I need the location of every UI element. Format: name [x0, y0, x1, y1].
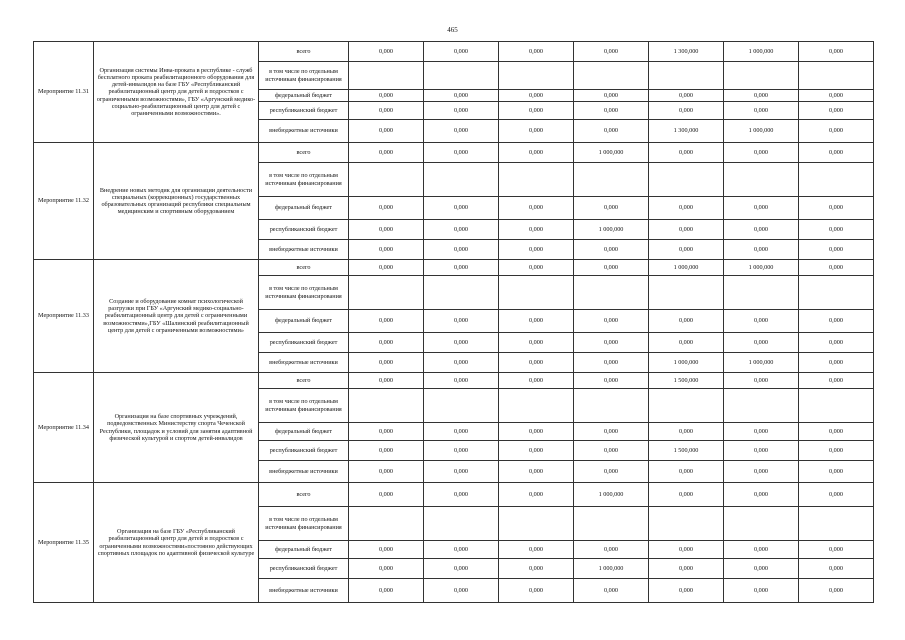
amount-cell [649, 276, 724, 310]
amount-cell: 0,000 [649, 197, 724, 220]
amount-cell: 0,000 [799, 579, 874, 603]
amount-cell: 0,000 [649, 541, 724, 559]
amount-cell: 0,000 [424, 120, 499, 143]
amount-cell: 0,000 [574, 333, 649, 353]
amount-cell: 0,000 [499, 373, 574, 389]
amount-cell: 0,000 [424, 260, 499, 276]
amount-cell: 0,000 [724, 240, 799, 260]
amount-cell: 1 300,000 [649, 120, 724, 143]
amount-cell: 1 000,000 [649, 353, 724, 373]
amount-cell [424, 163, 499, 197]
amount-cell: 0,000 [724, 310, 799, 333]
amount-cell: 0,000 [574, 102, 649, 120]
amount-cell [574, 163, 649, 197]
funding-source: внебюджетные источники [259, 579, 349, 603]
amount-cell [424, 62, 499, 90]
amount-cell: 0,000 [649, 220, 724, 240]
amount-cell: 0,000 [424, 143, 499, 163]
amount-cell: 0,000 [349, 541, 424, 559]
amount-cell: 0,000 [349, 102, 424, 120]
amount-cell: 0,000 [649, 559, 724, 579]
event-code: Мероприятие 11.33 [34, 260, 94, 373]
amount-cell: 0,000 [574, 373, 649, 389]
amount-cell: 0,000 [724, 541, 799, 559]
amount-cell: 0,000 [499, 102, 574, 120]
amount-cell: 0,000 [349, 373, 424, 389]
amount-cell [499, 163, 574, 197]
amount-cell: 0,000 [499, 483, 574, 507]
amount-cell: 0,000 [799, 42, 874, 62]
amount-cell [349, 163, 424, 197]
amount-cell: 0,000 [424, 197, 499, 220]
amount-cell: 1 000,000 [724, 42, 799, 62]
amount-cell: 0,000 [424, 353, 499, 373]
amount-cell [649, 389, 724, 423]
amount-cell: 0,000 [424, 220, 499, 240]
event-code: Мероприятие 11.31 [34, 42, 94, 143]
amount-cell: 0,000 [424, 240, 499, 260]
amount-cell: 0,000 [574, 197, 649, 220]
amount-cell: 0,000 [799, 220, 874, 240]
event-description: Создание и оборудование комнат психологической разгрузки при ГБУ «Аргунский медико-социально-реабилитационный центр для детей с ограниченными возможностями»,ГБУ «Шалинский реабилитационный центр для детей с ограниченными возможностями» [94, 260, 259, 373]
amount-cell [349, 507, 424, 541]
amount-cell: 0,000 [349, 260, 424, 276]
amount-cell: 0,000 [649, 310, 724, 333]
funding-source: республиканский бюджет [259, 102, 349, 120]
amount-cell: 0,000 [649, 423, 724, 441]
amount-cell [349, 276, 424, 310]
amount-cell [649, 507, 724, 541]
funding-source: в том числе по отдельным источникам финансирования [259, 389, 349, 423]
funding-source: внебюджетные источники [259, 461, 349, 483]
amount-cell: 0,000 [424, 461, 499, 483]
amount-cell: 0,000 [649, 102, 724, 120]
funding-source: республиканский бюджет [259, 559, 349, 579]
event-code: Мероприятие 11.32 [34, 143, 94, 260]
amount-cell: 0,000 [424, 441, 499, 461]
amount-cell: 0,000 [574, 90, 649, 102]
amount-cell [649, 62, 724, 90]
amount-cell: 0,000 [799, 120, 874, 143]
funding-source: республиканский бюджет [259, 441, 349, 461]
funding-source: всего [259, 260, 349, 276]
amount-cell: 0,000 [649, 483, 724, 507]
amount-cell: 0,000 [799, 461, 874, 483]
funding-source: федеральный бюджет [259, 423, 349, 441]
amount-cell: 0,000 [724, 220, 799, 240]
funding-source: внебюджетные источники [259, 353, 349, 373]
amount-cell: 0,000 [499, 461, 574, 483]
amount-cell [424, 507, 499, 541]
amount-cell: 0,000 [574, 353, 649, 373]
budget-table [33, 41, 874, 603]
amount-cell: 0,000 [799, 90, 874, 102]
amount-cell: 0,000 [574, 441, 649, 461]
funding-source: республиканский бюджет [259, 220, 349, 240]
amount-cell: 0,000 [349, 483, 424, 507]
amount-cell: 0,000 [499, 559, 574, 579]
amount-cell: 1 300,000 [649, 42, 724, 62]
amount-cell: 0,000 [724, 333, 799, 353]
funding-source: всего [259, 373, 349, 389]
funding-source: федеральный бюджет [259, 310, 349, 333]
funding-source: всего [259, 42, 349, 62]
amount-cell [499, 62, 574, 90]
amount-cell: 0,000 [799, 310, 874, 333]
amount-cell: 0,000 [424, 102, 499, 120]
amount-cell [574, 389, 649, 423]
amount-cell: 0,000 [499, 240, 574, 260]
amount-cell [724, 62, 799, 90]
amount-cell: 0,000 [799, 441, 874, 461]
amount-cell: 0,000 [799, 102, 874, 120]
amount-cell [799, 389, 874, 423]
event-description: Организация на базе спортивных учреждений, подведомственных Министерству спорта Чеченской Республики, площадок и условий для занятия адаптивной физической культурой и спортом детей-инвалидов [94, 373, 259, 483]
amount-cell: 0,000 [724, 441, 799, 461]
funding-source: всего [259, 143, 349, 163]
funding-source: в том числе по отдельным источникам финансирования [259, 507, 349, 541]
funding-source: федеральный бюджет [259, 197, 349, 220]
event-description: Организация на базе ГБУ «Республиканский реабилитационный центр для детей и подростков с ограниченными возможностями»постоянно действующих спортивных площадок по адаптивной физической культуре [94, 483, 259, 603]
funding-source: всего [259, 483, 349, 507]
amount-cell: 0,000 [424, 373, 499, 389]
amount-cell: 0,000 [499, 197, 574, 220]
funding-source: внебюджетные источники [259, 240, 349, 260]
amount-cell: 0,000 [649, 240, 724, 260]
amount-cell [574, 507, 649, 541]
amount-cell: 0,000 [424, 42, 499, 62]
amount-cell: 0,000 [574, 461, 649, 483]
amount-cell [574, 276, 649, 310]
event-description: Организация системы Инва-проката в республике - служб бесплатного проката реабилитационного оборудования для детей-инвалидов на базе ГБУ «Республиканский реабилитационный центр для детей и подростков с ограниченными возможностями», ГБУ «Аргунский медико-социально-реабилитационный центр для детей с ограниченными возможностями». [94, 42, 259, 143]
amount-cell [499, 389, 574, 423]
amount-cell [724, 276, 799, 310]
amount-cell: 0,000 [424, 579, 499, 603]
amount-cell [424, 276, 499, 310]
amount-cell: 0,000 [649, 143, 724, 163]
amount-cell: 1 000,000 [724, 353, 799, 373]
amount-cell: 0,000 [349, 423, 424, 441]
amount-cell: 0,000 [349, 90, 424, 102]
amount-cell: 1 000,000 [724, 260, 799, 276]
amount-cell: 0,000 [424, 541, 499, 559]
amount-cell: 0,000 [649, 579, 724, 603]
amount-cell: 1 000,000 [649, 260, 724, 276]
amount-cell: 0,000 [799, 333, 874, 353]
amount-cell [799, 163, 874, 197]
amount-cell: 0,000 [499, 423, 574, 441]
amount-cell [724, 163, 799, 197]
amount-cell: 0,000 [724, 143, 799, 163]
amount-cell [724, 507, 799, 541]
amount-cell: 1 000,000 [574, 143, 649, 163]
amount-cell: 0,000 [799, 353, 874, 373]
table-row [34, 143, 874, 163]
amount-cell: 0,000 [499, 120, 574, 143]
amount-cell: 0,000 [499, 310, 574, 333]
amount-cell: 0,000 [799, 423, 874, 441]
page-number: 465 [447, 26, 458, 34]
table-row [34, 483, 874, 507]
table-row [34, 42, 874, 62]
amount-cell: 0,000 [724, 373, 799, 389]
amount-cell: 0,000 [724, 102, 799, 120]
funding-source: федеральный бюджет [259, 90, 349, 102]
amount-cell: 0,000 [499, 260, 574, 276]
amount-cell: 0,000 [424, 423, 499, 441]
amount-cell: 1 000,000 [574, 559, 649, 579]
amount-cell: 0,000 [799, 541, 874, 559]
amount-cell: 0,000 [649, 90, 724, 102]
event-code: Мероприятие 11.34 [34, 373, 94, 483]
event-code: Мероприятие 11.35 [34, 483, 94, 603]
amount-cell: 0,000 [799, 483, 874, 507]
amount-cell: 0,000 [799, 143, 874, 163]
amount-cell [724, 389, 799, 423]
amount-cell: 0,000 [499, 579, 574, 603]
amount-cell [499, 507, 574, 541]
amount-cell: 0,000 [424, 333, 499, 353]
amount-cell: 0,000 [574, 120, 649, 143]
amount-cell: 0,000 [799, 240, 874, 260]
amount-cell: 0,000 [349, 461, 424, 483]
amount-cell: 0,000 [349, 333, 424, 353]
amount-cell: 0,000 [349, 120, 424, 143]
amount-cell: 0,000 [724, 90, 799, 102]
amount-cell: 0,000 [424, 483, 499, 507]
amount-cell [574, 62, 649, 90]
amount-cell [649, 163, 724, 197]
amount-cell: 0,000 [799, 559, 874, 579]
amount-cell: 0,000 [499, 333, 574, 353]
amount-cell: 0,000 [724, 423, 799, 441]
amount-cell [799, 276, 874, 310]
amount-cell: 1 000,000 [574, 483, 649, 507]
funding-source: в том числе по отдельным источникам финансирования [259, 62, 349, 90]
amount-cell: 0,000 [349, 143, 424, 163]
amount-cell: 0,000 [499, 143, 574, 163]
amount-cell: 0,000 [574, 260, 649, 276]
amount-cell: 0,000 [649, 333, 724, 353]
amount-cell: 0,000 [574, 579, 649, 603]
amount-cell: 0,000 [649, 461, 724, 483]
amount-cell: 0,000 [499, 90, 574, 102]
amount-cell: 0,000 [349, 441, 424, 461]
amount-cell: 0,000 [574, 240, 649, 260]
amount-cell: 0,000 [499, 220, 574, 240]
amount-cell: 1 500,000 [649, 373, 724, 389]
table-row [34, 260, 874, 276]
amount-cell: 0,000 [724, 579, 799, 603]
amount-cell [499, 276, 574, 310]
amount-cell: 0,000 [349, 559, 424, 579]
amount-cell: 0,000 [349, 197, 424, 220]
table-row [34, 373, 874, 389]
amount-cell: 0,000 [424, 559, 499, 579]
amount-cell: 0,000 [349, 579, 424, 603]
amount-cell [799, 62, 874, 90]
funding-source: республиканский бюджет [259, 333, 349, 353]
funding-source: в том числе по отдельным источникам финансирования [259, 276, 349, 310]
amount-cell: 0,000 [499, 353, 574, 373]
amount-cell [349, 62, 424, 90]
amount-cell: 0,000 [424, 90, 499, 102]
amount-cell: 0,000 [499, 42, 574, 62]
amount-cell: 0,000 [724, 483, 799, 507]
funding-source: федеральный бюджет [259, 541, 349, 559]
amount-cell: 0,000 [724, 197, 799, 220]
amount-cell: 0,000 [349, 42, 424, 62]
amount-cell: 0,000 [499, 541, 574, 559]
amount-cell: 0,000 [574, 42, 649, 62]
amount-cell: 0,000 [724, 559, 799, 579]
amount-cell: 0,000 [724, 461, 799, 483]
amount-cell [349, 389, 424, 423]
amount-cell: 0,000 [574, 423, 649, 441]
amount-cell: 0,000 [349, 240, 424, 260]
amount-cell [424, 389, 499, 423]
amount-cell: 1 500,000 [649, 441, 724, 461]
amount-cell: 0,000 [349, 220, 424, 240]
amount-cell: 1 000,000 [724, 120, 799, 143]
amount-cell [799, 507, 874, 541]
amount-cell: 0,000 [574, 541, 649, 559]
amount-cell: 0,000 [799, 197, 874, 220]
event-description: Внедрение новых методик для организации деятельности специальных (коррекционных) государственных образовательных организаций республики специальным медицинским и спортивным оборудованием [94, 143, 259, 260]
amount-cell: 0,000 [349, 310, 424, 333]
amount-cell: 0,000 [349, 353, 424, 373]
amount-cell: 0,000 [424, 310, 499, 333]
amount-cell: 0,000 [799, 373, 874, 389]
funding-source: в том числе по отдельным источникам финансирования [259, 163, 349, 197]
amount-cell: 0,000 [574, 310, 649, 333]
amount-cell: 0,000 [499, 441, 574, 461]
amount-cell: 0,000 [799, 260, 874, 276]
amount-cell: 1 000,000 [574, 220, 649, 240]
funding-source: внебюджетные источники [259, 120, 349, 143]
